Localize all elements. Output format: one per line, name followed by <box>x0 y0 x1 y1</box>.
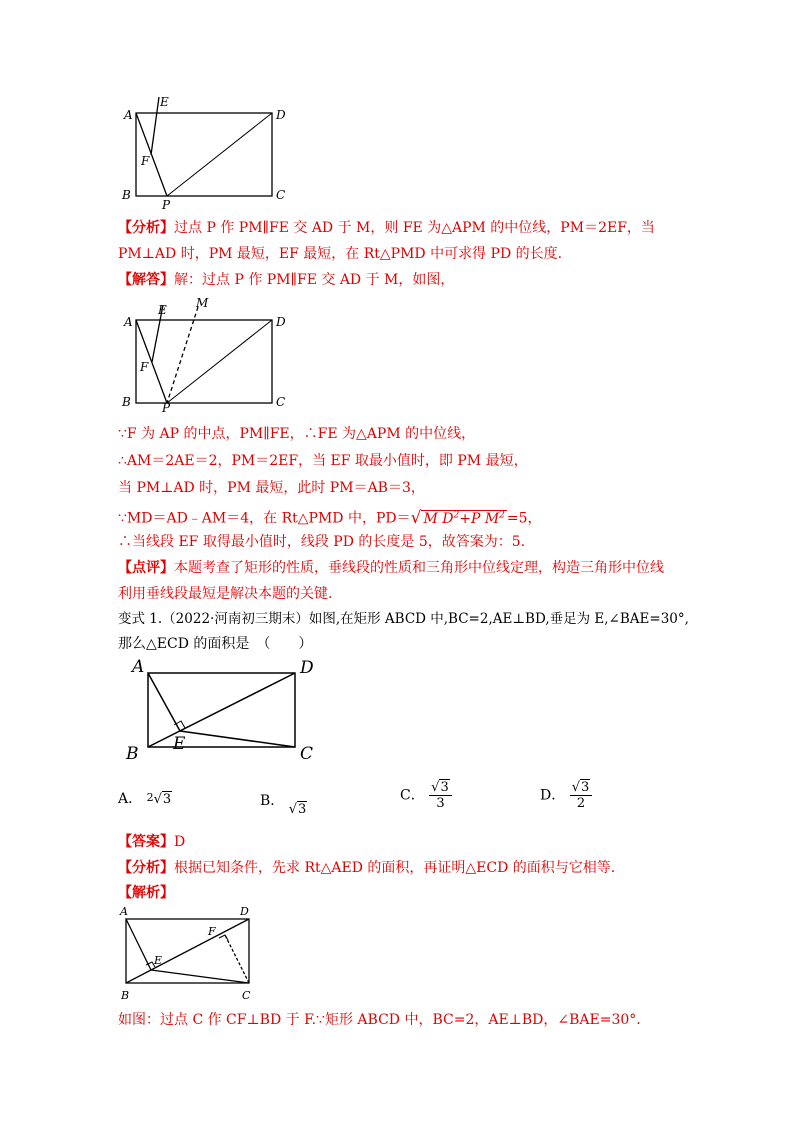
option-b-rad: 3 <box>298 802 307 817</box>
formula-md: M D <box>423 510 454 527</box>
analysis-text-2: PM⊥AD 时，PM 最短，EF 最短，在 Rt△PMD 中可求得 PD 的长度. <box>118 246 563 262</box>
option-d-label: D． <box>540 787 566 804</box>
answer-2-value: D <box>174 834 186 850</box>
analysis-2-text: 根据已知条件，先求 Rt△AED 的面积，再证明△ECD 的面积与它相等. <box>174 860 616 876</box>
label-B: B <box>122 188 131 202</box>
sqrt-sign-b: √ <box>288 802 298 817</box>
option-c[interactable] <box>400 780 452 811</box>
label-C: C <box>300 744 314 764</box>
answer-line <box>118 270 454 290</box>
formula-plus: + <box>459 510 471 527</box>
label-E: E <box>160 95 169 109</box>
figure-rectangle-2 <box>118 295 298 413</box>
solution-text-4: ∵MD＝AD﹣AM＝4，在 Rt△PMD 中，PD＝ <box>118 510 411 527</box>
formula-sup2: 2 <box>499 510 505 520</box>
option-b-sqrt <box>289 802 308 817</box>
label-E: E <box>154 954 163 967</box>
option-a[interactable] <box>118 788 172 808</box>
option-d[interactable] <box>540 780 592 811</box>
jiexi-tag: 【解析】 <box>118 885 174 901</box>
answer-tag: 【解答】 <box>118 272 174 288</box>
option-c-num: 3 <box>440 780 449 795</box>
label-E: E <box>173 734 186 754</box>
option-d-numerator <box>570 780 593 796</box>
label-A: A <box>124 315 133 329</box>
option-a-label: A． <box>118 791 143 807</box>
label-E: E <box>158 303 167 317</box>
formula-pm: P M <box>470 510 500 527</box>
sqrt-sign-d: √ <box>571 780 580 795</box>
analysis-2-tag: 【分析】 <box>118 860 174 876</box>
option-d-num: 3 <box>580 780 590 795</box>
label-C: C <box>276 395 286 409</box>
comment-tag: 【点评】 <box>118 560 174 576</box>
option-b[interactable] <box>260 790 307 817</box>
label-F: F <box>208 925 216 938</box>
label-P: P <box>162 198 171 210</box>
analysis-2-line <box>118 858 615 878</box>
label-M: M <box>196 296 209 310</box>
formula-eq: =5 <box>506 510 528 527</box>
answer-2-tag: 【答案】 <box>118 834 174 850</box>
solution-line-2: ∴AM＝2AE＝2，PM＝2EF，当 EF 取最小值时，即 PM 最短， <box>118 453 528 469</box>
option-c-label: C． <box>400 787 425 804</box>
label-C: C <box>242 989 251 1002</box>
analysis-text-1: 过点 P 作 PM∥FE 交 AD 于 M，则 FE 为△APM 的中位线，PM＝2EF，当 <box>174 220 655 236</box>
label-F: F <box>140 360 149 374</box>
solution-line-1: ∵F 为 AP 的中点，PM∥FE，∴FE 为△APM 的中位线， <box>118 426 476 442</box>
formula-sup1: 2 <box>453 510 460 520</box>
comment-line-1 <box>118 558 664 578</box>
label-B: B <box>122 395 131 409</box>
sqrt-sign-a: √ <box>153 792 162 807</box>
option-a-rad: 3 <box>162 792 172 807</box>
option-c-numerator <box>429 780 452 796</box>
label-A: A <box>132 657 145 677</box>
label-D: D <box>300 658 314 678</box>
label-A: A <box>124 108 133 122</box>
option-c-denominator: 3 <box>436 796 445 811</box>
figure-rectangle-1 <box>118 95 298 210</box>
option-d-fraction <box>570 780 593 811</box>
answer-text: 解：过点 P 作 PM∥FE 交 AD 于 M，如图， <box>174 272 455 288</box>
figure-rectangle-4 <box>118 902 268 1004</box>
option-b-label: B． <box>260 793 285 809</box>
sqrt-formula: √ M $D^2+P$ $M^2$ <box>410 507 505 528</box>
solution-line-3: 当 PM⊥AD 时，PM 最短，此时 PM＝AB＝3， <box>118 480 425 496</box>
option-a-sqrt <box>154 792 173 807</box>
variant-line-1: 变式 1.（2022·河南初三期末）如图,在矩形 ABCD 中,BC=2,AE⊥BD,垂足为 E,∠BAE=30°, <box>118 611 689 627</box>
analysis-line-2 <box>118 244 562 264</box>
label-B: B <box>121 989 130 1002</box>
option-c-fraction <box>429 780 452 811</box>
comment-line-2: 利用垂线段最短是解决本题的关键. <box>118 586 333 602</box>
label-D: D <box>276 315 286 329</box>
label-D: D <box>240 905 249 918</box>
option-a-coef: 2 <box>146 791 154 804</box>
option-d-denominator: 2 <box>576 796 586 811</box>
answer-2-line <box>118 832 185 852</box>
label-A: A <box>120 905 128 918</box>
variant-line-2: 那么△ECD 的面积是 （ ） <box>118 636 313 652</box>
analysis-tag: 【分析】 <box>118 220 174 236</box>
label-F: F <box>141 154 150 168</box>
last-line: 如图：过点 C 作 CF⊥BD 于 F.∵矩形 ABCD 中，BC=2，AE⊥BD，∠BAE=30°. <box>118 1012 641 1028</box>
label-P: P <box>162 401 171 413</box>
label-B: B <box>126 744 139 764</box>
formula-comma: ， <box>527 510 542 527</box>
solution-line-5: ∴当线段 EF 取得最小值时，线段 PD 的长度是 5，故答案为：5. <box>118 534 526 550</box>
analysis-line-1 <box>118 218 655 238</box>
comment-text-1: 本题考查了矩形的性质，垂线段的性质和三角形中位线定理，构造三角形中位线 <box>174 560 664 576</box>
label-C: C <box>276 188 286 202</box>
solution-line-4 <box>118 505 542 529</box>
label-D: D <box>276 108 286 122</box>
sqrt-sign-c: √ <box>431 780 440 795</box>
jiexi-line <box>118 883 174 903</box>
figure-rectangle-3 <box>118 655 328 765</box>
